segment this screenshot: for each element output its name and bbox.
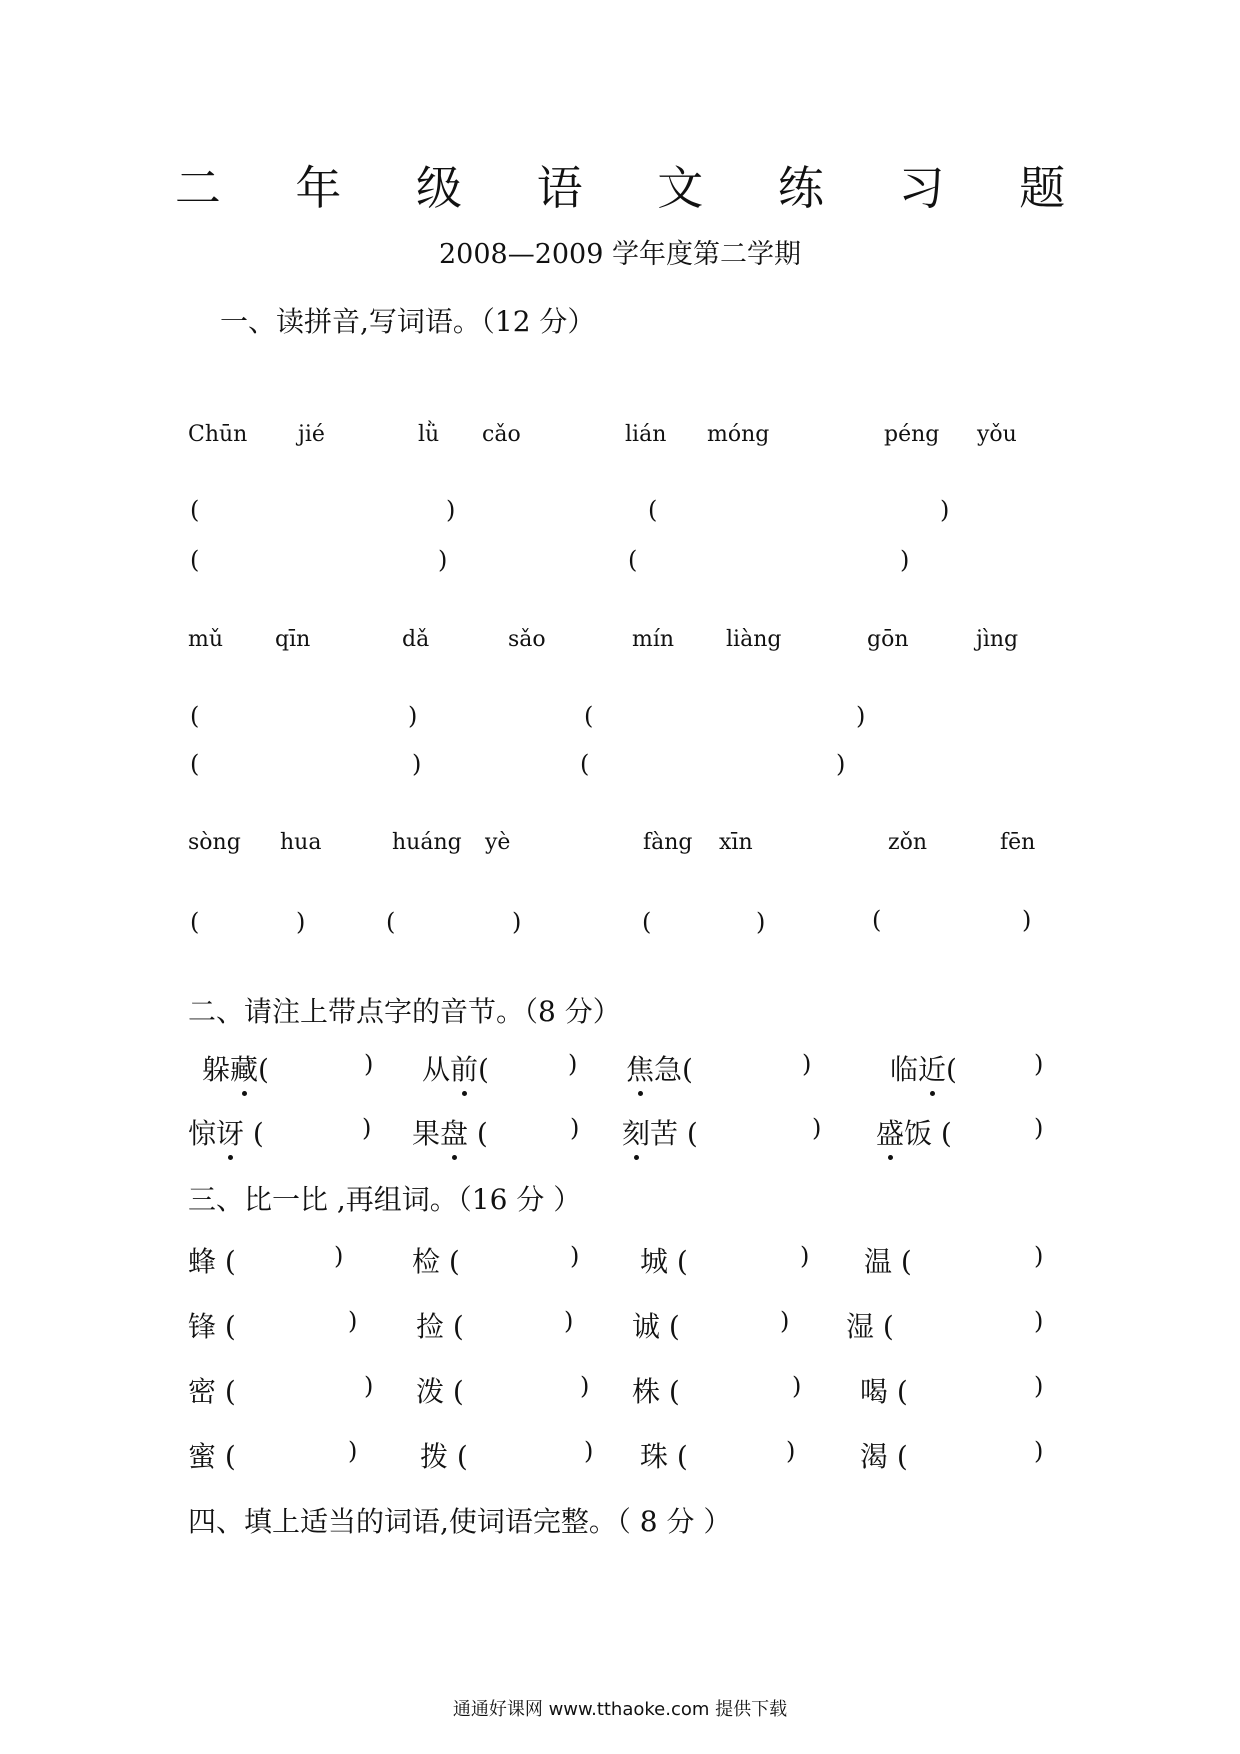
section1-heading: 一、读拼音,写词语。（12 分） xyxy=(220,305,596,338)
page-footer: 通通好课网 www.tthaoke.com 提供下载 xyxy=(452,1699,788,1720)
compare-char: 喝 ( xyxy=(860,1375,908,1408)
dotted-word-item: 盛饭 ( xyxy=(876,1112,952,1152)
close-paren: ) xyxy=(1022,906,1032,934)
pinyin: fēn xyxy=(1000,830,1036,855)
pinyin: qīn xyxy=(275,627,311,652)
close-paren: ) xyxy=(570,1242,580,1270)
dotted-word-item: 果盘 ( xyxy=(412,1112,488,1152)
close-paren: ) xyxy=(1034,1242,1044,1270)
pinyin: sòng xyxy=(188,830,241,855)
compare-char: 密 ( xyxy=(188,1375,236,1408)
close-paren: ) xyxy=(364,1372,374,1400)
open-paren: ( xyxy=(190,546,200,574)
pinyin: péng xyxy=(884,422,940,447)
section2-heading: 二、请注上带点字的音节。（8 分） xyxy=(188,995,621,1028)
close-paren: ) xyxy=(786,1437,796,1465)
close-paren: ) xyxy=(802,1050,812,1078)
close-paren: ) xyxy=(1034,1114,1044,1142)
close-paren: ) xyxy=(836,750,846,778)
compare-char: 湿 ( xyxy=(846,1310,894,1343)
open-paren: ( xyxy=(190,908,200,936)
pinyin: lián xyxy=(625,422,667,447)
dotted-word-item: 躲藏( xyxy=(202,1048,269,1088)
pinyin: sǎo xyxy=(508,627,546,652)
close-paren: ) xyxy=(412,750,422,778)
pinyin: huáng xyxy=(392,830,462,855)
close-paren: ) xyxy=(446,496,456,524)
close-paren: ) xyxy=(800,1242,810,1270)
section3-heading: 三、比一比 ,再组词。（16 分 ） xyxy=(188,1183,582,1216)
close-paren: ) xyxy=(364,1050,374,1078)
pinyin: hua xyxy=(280,830,322,855)
compare-char: 泼 ( xyxy=(416,1375,464,1408)
close-paren: ) xyxy=(580,1372,590,1400)
compare-char: 城 ( xyxy=(640,1245,688,1278)
compare-char: 蜂 ( xyxy=(188,1245,236,1278)
page-subtitle: 2008—2009 学年度第二学期 xyxy=(438,239,801,270)
open-paren: ( xyxy=(628,546,638,574)
close-paren: ) xyxy=(296,908,306,936)
open-paren: ( xyxy=(190,496,200,524)
open-paren: ( xyxy=(190,702,200,730)
close-paren: ) xyxy=(780,1307,790,1335)
open-paren: ( xyxy=(584,702,594,730)
close-paren: ) xyxy=(584,1437,594,1465)
compare-char: 诚 ( xyxy=(632,1310,680,1343)
close-paren: ) xyxy=(348,1437,358,1465)
close-paren: ) xyxy=(900,546,910,574)
dotted-word-item: 焦急( xyxy=(626,1048,693,1088)
close-paren: ) xyxy=(756,908,766,936)
close-paren: ) xyxy=(348,1307,358,1335)
open-paren: ( xyxy=(872,906,882,934)
close-paren: ) xyxy=(940,496,950,524)
close-paren: ) xyxy=(438,546,448,574)
page-title: 二 年 级 语 文 练 习 题 xyxy=(174,161,1096,215)
section4-heading: 四、填上适当的词语,使词语完整。（ 8 分 ） xyxy=(188,1505,732,1538)
dotted-word-item: 从前( xyxy=(422,1048,489,1088)
compare-char: 捡 ( xyxy=(416,1310,464,1343)
compare-char: 拨 ( xyxy=(420,1440,468,1473)
pinyin: yè xyxy=(485,830,511,855)
pinyin: zǒn xyxy=(888,830,928,855)
close-paren: ) xyxy=(1034,1050,1044,1078)
compare-char: 温 ( xyxy=(864,1245,912,1278)
pinyin: gōn xyxy=(867,627,909,652)
close-paren: ) xyxy=(856,702,866,730)
pinyin: fàng xyxy=(643,830,693,855)
open-paren: ( xyxy=(580,750,590,778)
close-paren: ) xyxy=(408,702,418,730)
compare-char: 检 ( xyxy=(412,1245,460,1278)
compare-char: 珠 ( xyxy=(640,1440,688,1473)
close-paren: ) xyxy=(512,908,522,936)
close-paren: ) xyxy=(564,1307,574,1335)
pinyin: cǎo xyxy=(482,422,521,447)
compare-char: 蜜 ( xyxy=(188,1440,236,1473)
compare-char: 锋 ( xyxy=(188,1310,236,1343)
pinyin: yǒu xyxy=(977,422,1017,447)
close-paren: ) xyxy=(570,1114,580,1142)
close-paren: ) xyxy=(1034,1437,1044,1465)
pinyin: jìng xyxy=(976,627,1019,652)
close-paren: ) xyxy=(1034,1307,1044,1335)
dotted-word-item: 临近( xyxy=(890,1048,957,1088)
open-paren: ( xyxy=(386,908,396,936)
close-paren: ) xyxy=(1034,1372,1044,1400)
pinyin: móng xyxy=(707,422,770,447)
pinyin: dǎ xyxy=(402,627,430,652)
open-paren: ( xyxy=(648,496,658,524)
close-paren: ) xyxy=(362,1114,372,1142)
compare-char: 株 ( xyxy=(632,1375,680,1408)
dotted-word-item: 惊讶 ( xyxy=(188,1112,264,1152)
pinyin: mǔ xyxy=(188,627,224,652)
close-paren: ) xyxy=(812,1114,822,1142)
dotted-word-item: 刻苦 ( xyxy=(622,1112,698,1152)
open-paren: ( xyxy=(190,750,200,778)
close-paren: ) xyxy=(568,1050,578,1078)
pinyin: xīn xyxy=(719,830,753,855)
close-paren: ) xyxy=(334,1242,344,1270)
pinyin: Chūn xyxy=(188,422,248,447)
pinyin: mín xyxy=(632,627,675,652)
compare-char: 渴 ( xyxy=(860,1440,908,1473)
open-paren: ( xyxy=(642,908,652,936)
pinyin: liàng xyxy=(726,627,782,652)
pinyin: lǜ xyxy=(418,422,440,447)
close-paren: ) xyxy=(792,1372,802,1400)
pinyin: jié xyxy=(298,422,325,447)
